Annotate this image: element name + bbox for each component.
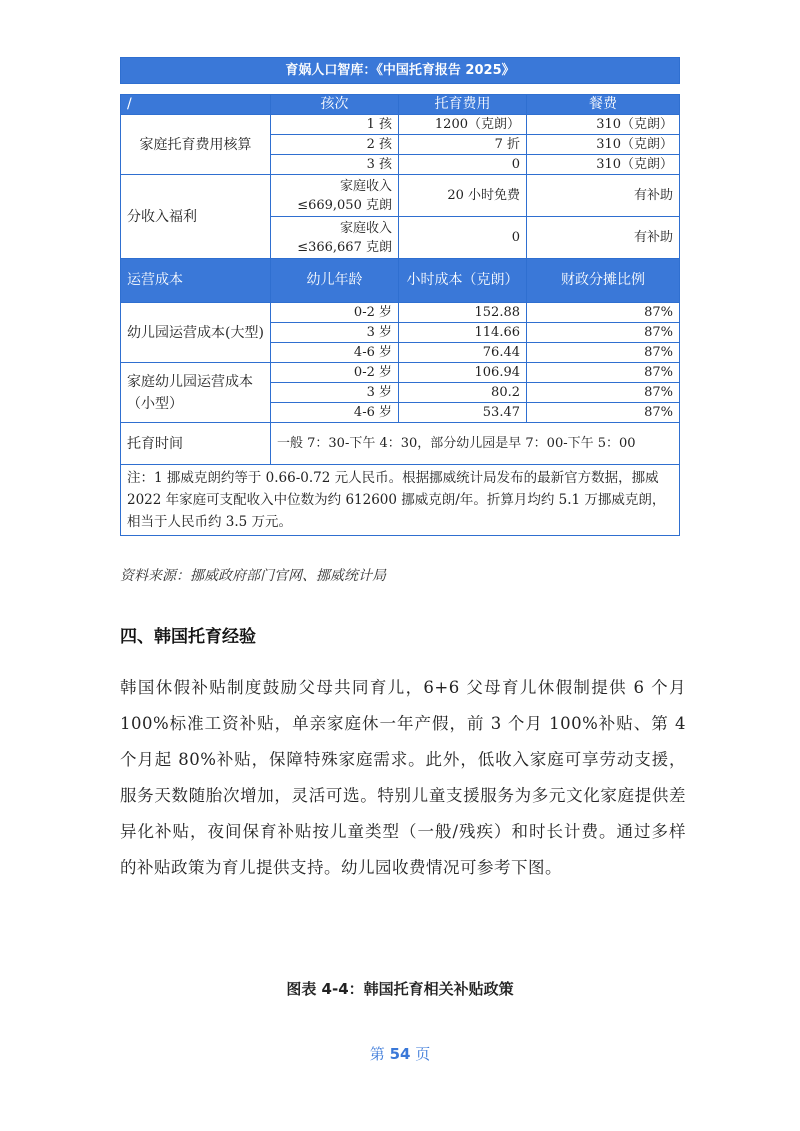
body-paragraph: 韩国休假补贴制度鼓励父母共同育儿，6+6 父母育儿休假制提供 6 个月 100%标准工资补贴，单亲家庭休一年产假，前 3 个月 100%补贴、第 4 个月起 80%补贴，保障特殊家庭需求。此外，低收入家庭可享劳动支援，服务天数随胎次增加，灵活可选。特别儿童支援服务为多元文化家庭提供差异化补贴，夜间保育补贴按儿童类型（一般/残疾）和时长计费。通过多样的补贴政策为育儿提供支持。幼儿园收费情况可参考下图。 [120,678,686,877]
table-cell: 家庭收入≤366,667 克朗 [271,217,399,259]
table-cell: 有补助 [527,175,680,217]
table-cell: 一般 7：30-下午 4：30，部分幼儿园是早 7：00-下午 5：00 [271,423,680,465]
row-group-label: 分收入福利 [121,175,271,259]
table-row [121,175,680,217]
page-number-value: 54 [389,1045,411,1063]
table-cell: 20 小时免费 [399,175,527,217]
source-caption: 资料来源：挪威政府部门官网、挪威统计局 [120,568,386,584]
header-cell: / [121,95,271,115]
table-row [121,303,680,323]
table-cell: 310（克朗） [527,115,680,135]
table-cell: 4-6 岁 [271,343,399,363]
table-cell: 1200（克朗） [399,115,527,135]
table-note-row [121,465,680,536]
table-cell: 1 孩 [271,115,399,135]
table-cell: 3 岁 [271,383,399,403]
table-cell: 152.88 [399,303,527,323]
table-cell: 3 岁 [271,323,399,343]
header-cell: 小时成本（克朗） [399,259,527,303]
table-row [121,363,680,383]
table-cell: 0 [399,217,527,259]
header-cell: 财政分摊比例 [527,259,680,303]
table-cell: 有补助 [527,217,680,259]
header-cell: 幼儿年龄 [271,259,399,303]
header-cell: 托育费用 [399,95,527,115]
table-cell: 87% [527,303,680,323]
header-cell: 孩次 [271,95,399,115]
page-suffix: 页 [415,1045,431,1063]
table-cell: 80.2 [399,383,527,403]
table-cell: 2 孩 [271,135,399,155]
row-group-label: 家庭托育费用核算 [121,115,271,175]
table-cell: 53.47 [399,403,527,423]
table-cell: 87% [527,403,680,423]
row-group-label: 幼儿园运营成本(大型) [121,303,271,363]
page-number [0,1043,800,1064]
norway-childcare-table [120,57,680,536]
table-cell: 87% [527,323,680,343]
table-cell: 0 [399,155,527,175]
table-header-row [121,259,680,303]
table-note: 注：1 挪威克朗约等于 0.66-0.72 元人民币。根据挪威统计局发布的最新官方数据，挪威 2022 年家庭可支配收入中位数为约 612600 挪威克朗/年。折算月均约 5.1 万挪威克朗，相当于人民币约 3.5 万元。 [121,465,680,536]
table-cell: 家庭收入≤669,050 克朗 [271,175,399,217]
table-cell: 106.94 [399,363,527,383]
table-cell: 310（克朗） [527,135,680,155]
table-cell: 76.44 [399,343,527,363]
table-cell: 87% [527,363,680,383]
table-header-row [121,95,680,115]
page-prefix: 第 [369,1045,385,1063]
table-cell: 0-2 岁 [271,303,399,323]
figure-title: 图表 4-4：韩国托育相关补贴政策 [286,980,514,998]
row-group-label: 家庭幼儿园运营成本（小型） [121,363,271,423]
table-cell: 3 孩 [271,155,399,175]
table-cell: 310（克朗） [527,155,680,175]
section-heading: 四、韩国托育经验 [120,627,256,647]
table-row [121,423,680,465]
table-cell: 87% [527,383,680,403]
table-row [121,115,680,135]
row-group-label: 托育时间 [121,423,271,465]
table-cell: 114.66 [399,323,527,343]
header-cell: 运营成本 [121,259,271,303]
table-cell: 4-6 岁 [271,403,399,423]
table-title: 育娲人口智库：《中国托育报告 2025》 [121,58,680,84]
table-cell: 87% [527,343,680,363]
table-cell: 7 折 [399,135,527,155]
table-cell: 0-2 岁 [271,363,399,383]
header-cell: 餐费 [527,95,680,115]
